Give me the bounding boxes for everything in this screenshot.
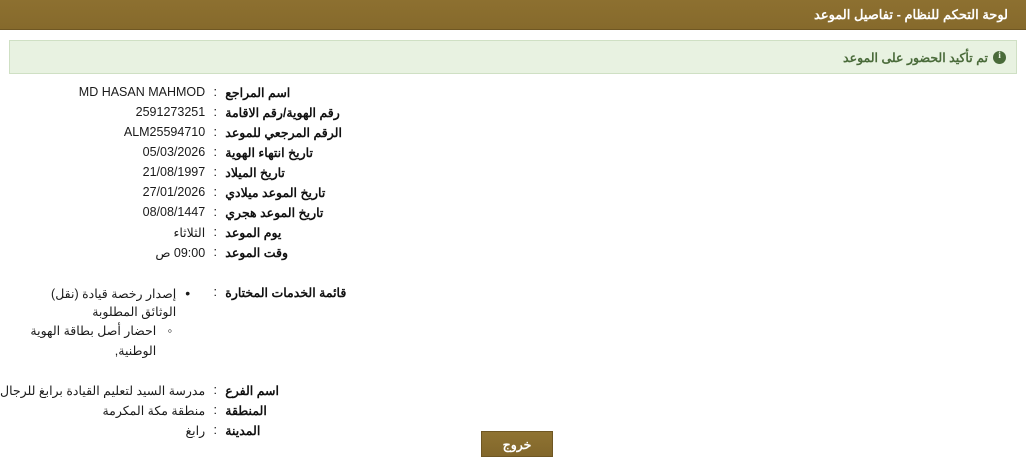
field-colon: : <box>213 145 217 159</box>
table-row <box>0 382 1026 402</box>
table-row <box>0 84 1026 104</box>
field-value: مدرسة السيد لتعليم القيادة برابغ للرجال <box>0 384 206 398</box>
field-label: رقم الهوية/رقم الاقامة <box>225 106 340 120</box>
field-value: 21/08/1997 <box>142 165 206 179</box>
appointment-details-table <box>0 84 1026 442</box>
field-value: ALM25594710 <box>123 125 206 139</box>
table-row <box>0 224 1026 244</box>
table-row <box>0 144 1026 164</box>
field-label: اسم الفرع <box>225 384 279 398</box>
footer-bar <box>0 429 1026 465</box>
required-doc-text: احضار أصل بطاقة الهوية الوطنية, <box>30 324 157 358</box>
field-colon: : <box>213 383 217 397</box>
table-row-services <box>0 284 1026 362</box>
field-label: المدينة <box>225 424 261 438</box>
field-value: 09:00 ص <box>155 246 206 260</box>
table-row <box>0 184 1026 204</box>
exit-button[interactable]: خروج <box>481 431 553 457</box>
field-value: منطقة مكة المكرمة <box>102 404 206 418</box>
service-name: إصدار رخصة قيادة (نقل) <box>51 287 177 301</box>
field-colon: : <box>213 205 217 219</box>
table-row <box>0 124 1026 144</box>
field-label: يوم الموعد <box>225 226 282 240</box>
list-item <box>0 285 190 321</box>
field-value: 05/03/2026 <box>142 145 206 159</box>
selected-services-list <box>0 285 205 361</box>
field-colon: : <box>213 225 217 239</box>
field-value: رابغ <box>185 424 206 438</box>
field-colon: : <box>213 105 217 119</box>
page-title: لوحة التحكم للنظام - تفاصيل الموعد <box>814 6 1008 22</box>
required-docs-label: الوثائق المطلوبة <box>92 305 177 319</box>
services-label: قائمة الخدمات المختارة <box>225 286 347 300</box>
table-row <box>0 244 1026 264</box>
field-colon: : <box>213 125 217 139</box>
status-banner <box>9 40 1017 74</box>
field-colon: : <box>213 165 217 179</box>
field-colon: : <box>213 245 217 259</box>
table-row <box>0 402 1026 422</box>
field-label: تاريخ انتهاء الهوية <box>225 146 313 160</box>
page-header <box>0 0 1026 30</box>
field-value: 27/01/2026 <box>142 185 206 199</box>
info-icon: i <box>993 51 1006 64</box>
field-value: MD HASAN MAHMOD <box>78 85 206 99</box>
row-spacer <box>0 362 1026 382</box>
field-colon: : <box>213 185 217 199</box>
field-label: اسم المراجع <box>225 86 291 100</box>
alert-container <box>0 30 1026 74</box>
services-value <box>0 284 205 362</box>
field-colon: : <box>213 423 217 437</box>
list-item <box>0 321 190 361</box>
table-row <box>0 104 1026 124</box>
field-value: 2591273251 <box>135 105 206 119</box>
field-colon: : <box>213 403 217 417</box>
field-value: 08/08/1447 <box>142 205 206 219</box>
field-label: المنطقة <box>225 404 267 418</box>
field-label: الرقم المرجعي للموعد <box>225 126 342 140</box>
field-label: تاريخ الموعد ميلادي <box>225 186 326 200</box>
table-row <box>0 164 1026 184</box>
field-value: الثلاثاء <box>173 226 206 240</box>
row-spacer <box>0 264 1026 284</box>
status-banner-text: تم تأكيد الحضور على الموعد <box>843 50 988 65</box>
field-label: وقت الموعد <box>225 246 289 260</box>
field-colon: : <box>213 285 217 299</box>
field-colon: : <box>213 85 217 99</box>
table-row <box>0 204 1026 224</box>
field-label: تاريخ الميلاد <box>225 166 285 180</box>
field-label: تاريخ الموعد هجري <box>225 206 324 220</box>
